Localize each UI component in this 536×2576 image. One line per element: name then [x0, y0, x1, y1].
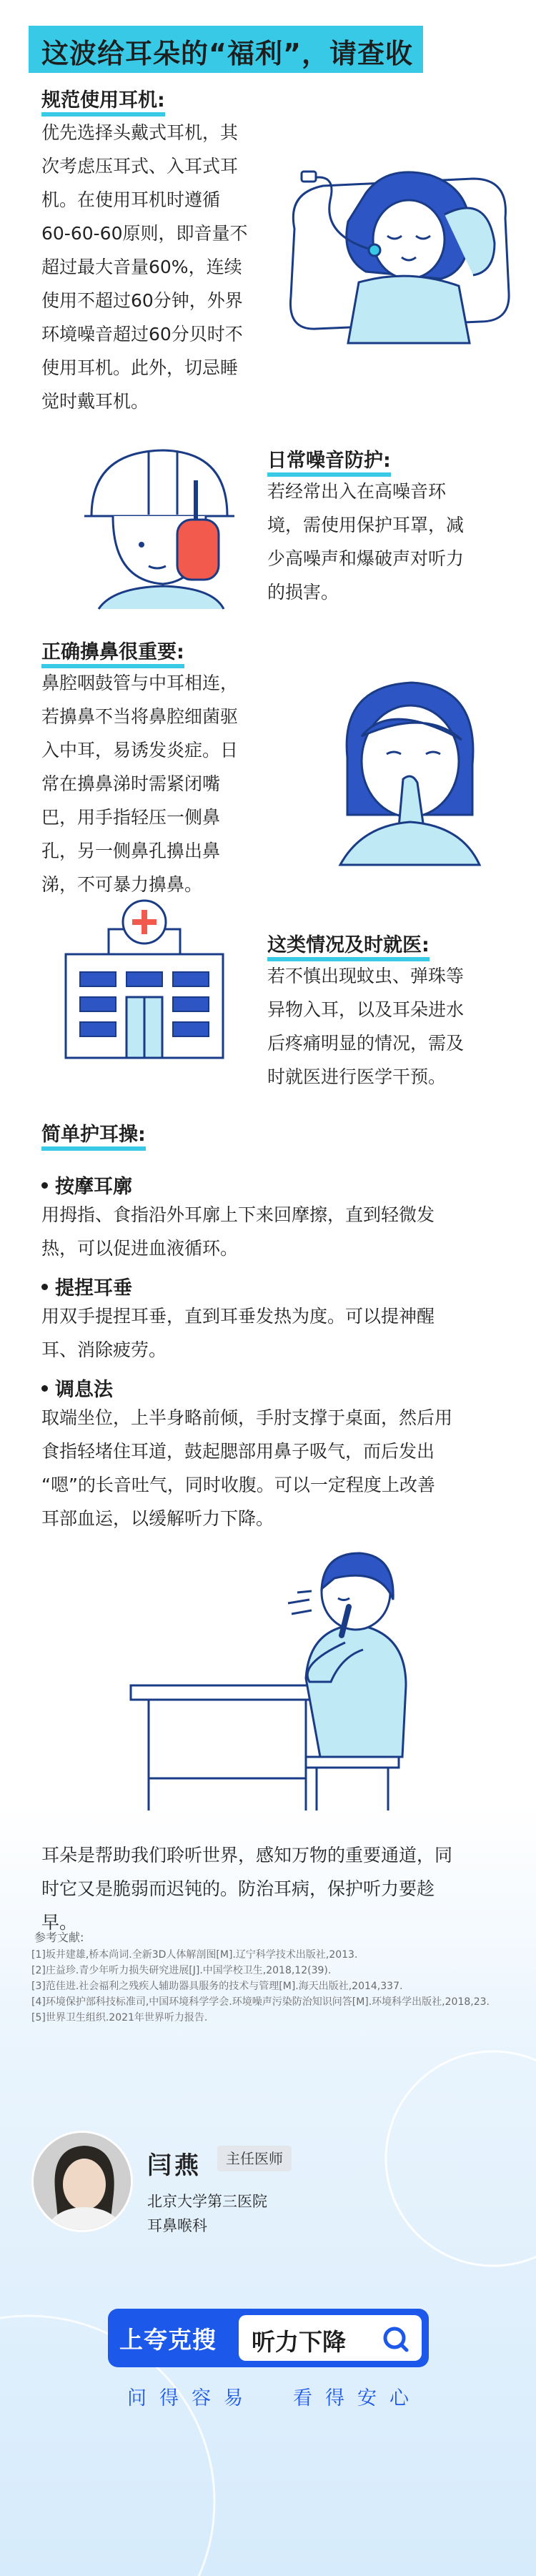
doctor-name: 闫燕 [147, 2151, 202, 2180]
hospital-building-illustration [59, 897, 230, 1061]
search-banner[interactable] [108, 2309, 429, 2367]
exercise-title-massage: 按摩耳廓 [41, 1171, 132, 1199]
section-heading-nose-blowing: 正确擤鼻很重要: [41, 636, 184, 667]
search-icon[interactable] [382, 2325, 410, 2352]
section-text-nose-blowing: 鼻腔咽鼓管与中耳相连， 若擤鼻不当将鼻腔细菌驱 入中耳，易诱发炎症。日 常在擤鼻涕时需紧闭嘴 巴，用手指轻压一侧鼻 孔，另一侧鼻孔擤出鼻 涕，不可暴力擤鼻。 [41, 673, 239, 895]
doctor-department: 耳鼻喉科 [147, 2217, 207, 2234]
exercise-text-massage: 用拇指、食指沿外耳廓上下来回摩擦，直到轻微发 热，可以促进血液循环。 [41, 1204, 435, 1259]
reference-item: [4]环境保护部科技标准司,中国环境科学学会.环境噪声污染防治知识问答[M].环境科学出版社,2018,23. [31, 1996, 490, 2008]
exercise-title-breathing: 调息法 [41, 1374, 113, 1402]
exercise-title-earlobe: 提捏耳垂 [41, 1272, 132, 1300]
bullet-dot [41, 1385, 48, 1392]
search-brand-label: 上夸克搜 [119, 2326, 217, 2354]
slogan-right: 看得安心 [293, 2387, 422, 2409]
page-title: 这波给耳朵的“福利”，请查收 [41, 38, 413, 69]
bullet-dot [41, 1182, 48, 1189]
reference-item: [1]坂井建雄,桥本尚词.全新3D人体解剖图[M].辽宁科学技术出版社,2013. [31, 1949, 358, 1961]
references-list [31, 1947, 507, 2026]
section-heading-noise: 日常噪音防护: [267, 445, 391, 475]
exercise-text-earlobe: 用双手提捏耳垂，直到耳垂发热为度。可以提神醒 耳、消除疲劳。 [41, 1306, 435, 1360]
reference-item: [3]范佳进.社会福利之残疾人辅助器具服务的技术与管理[M].海天出版社,2014,337. [31, 1981, 403, 1992]
references-title: 参考文献: [34, 1931, 84, 1944]
doctor-title-badge: 主任医师 [217, 2146, 292, 2171]
page-header [29, 26, 423, 73]
man-at-desk-illustration [127, 1550, 427, 1814]
reference-item: [5]世界卫生组织.2021年世界听力报告. [31, 2012, 208, 2023]
section-text-earphones: 优先选择头戴式耳机，其 次考虑压耳式、入耳式耳 机。在使用耳机时遵循 60-60-60原则，即音量不 超过最大音量60%，连续 使用不超过60分钟，外界 环境噪音超过60分贝时不 使用耳机。此外，切忌睡 觉时戴耳机。 [41, 122, 248, 412]
section-heading-ear-exercise: 简单护耳操: [41, 1119, 146, 1149]
section-text-noise: 若经常出入在高噪音环 境，需使用保护耳罩，减 少高噪声和爆破声对听力 的损害。 [267, 481, 465, 603]
reference-item: [2]庄益珍.青少年听力损失研究进展[J].中国学校卫生,2018,12(39). [31, 1965, 332, 1976]
doctor-hospital: 北京大学第三医院 [147, 2193, 267, 2210]
search-box[interactable] [239, 2315, 422, 2361]
girl-blowing-nose-illustration [319, 672, 497, 865]
search-term: 听力下降 [252, 2328, 346, 2356]
section-heading-earphones: 规范使用耳机: [41, 84, 165, 115]
conclusion-text: 耳朵是帮助我们聆听世界，感知万物的重要通道，同 时它又是脆弱而迟钝的。防治耳病，保护听力要趁 早。 [41, 1845, 453, 1933]
worker-ear-protection-illustration [70, 437, 249, 609]
exercise-text-breathing: 取端坐位，上半身略前倾，手肘支撑于桌面，然后用 食指轻堵住耳道，鼓起腮部用鼻子吸气，而后发出 “嗯”的长音吐气，同时收腹。可以一定程度上改善 耳部血运，以缓解听力下降。 [41, 1407, 453, 1529]
section-heading-see-doctor: 这类情况及时就医: [267, 929, 430, 960]
bullet-dot [41, 1284, 48, 1290]
section-text-see-doctor: 若不慎出现蚊虫、弹珠等 异物入耳，以及耳朵进水 后疼痛明显的情况，需及 时就医进行医学干预。 [267, 966, 465, 1087]
slogan-left: 问得容易 [127, 2387, 256, 2409]
sleeping-girl-earphones-illustration [280, 150, 516, 350]
doctor-avatar [31, 2131, 133, 2232]
